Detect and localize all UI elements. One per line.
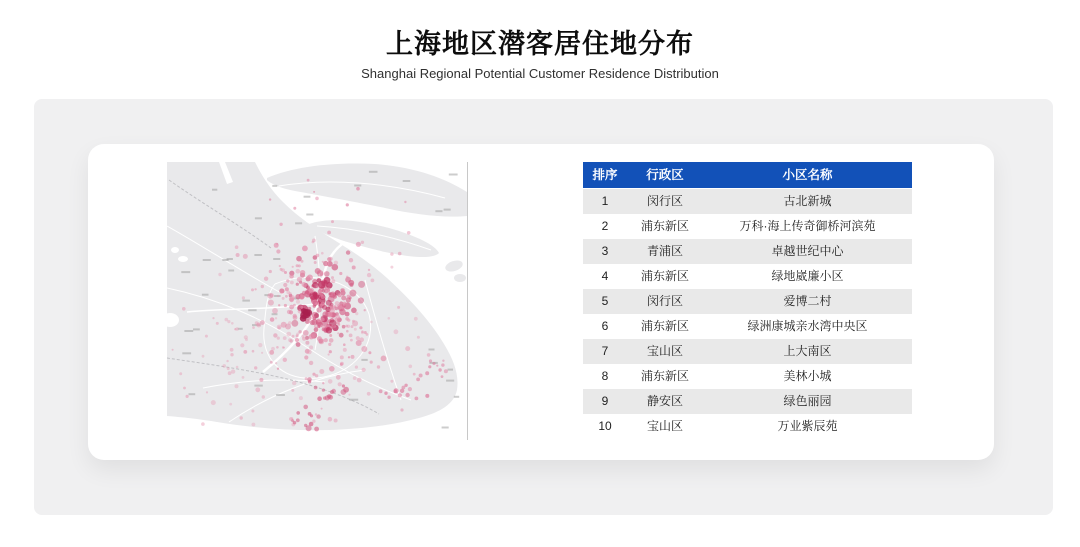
district-cell: 闵行区 [646,294,683,308]
district-cell: 浦东新区 [640,369,689,383]
page-subtitle: Shanghai Regional Potential Customer Residence Distribution [361,66,719,81]
community-name-cell: 万科·海上传奇御桥河滨苑 [739,219,876,233]
district-cell: 青浦区 [646,244,683,258]
district-cell: 闵行区 [646,194,683,208]
content-card [88,144,994,460]
rank-cell: 4 [601,269,609,283]
community-name-cell: 绿色丽园 [783,394,832,408]
table-row [583,389,912,414]
rank-cell: 10 [598,419,612,433]
table-row [583,189,912,214]
rank-cell: 8 [601,369,609,383]
title-block [0,22,1080,81]
column-header-community-name: 小区名称 [782,167,833,182]
page-title: 上海地区潜客居住地分布 [386,29,694,59]
district-cell: 浦东新区 [640,319,689,333]
community-name-cell: 万业紫辰苑 [777,419,838,433]
ranking-table [583,162,912,439]
district-cell: 浦东新区 [640,269,689,283]
community-name-cell: 绿地崴廉小区 [771,269,844,283]
district-cell: 宝山区 [646,419,683,433]
rank-cell: 5 [601,294,609,308]
community-name-cell: 上大南区 [783,344,832,358]
district-cell: 浦东新区 [640,219,689,233]
column-header-district: 行政区 [646,167,684,182]
map-panel [167,162,468,440]
rank-cell: 3 [601,244,609,258]
table-body [583,189,912,439]
community-name-cell: 古北新城 [783,194,832,208]
table-row [583,364,912,389]
rank-cell: 7 [601,344,609,358]
background-card [34,99,1053,515]
rank-cell: 9 [601,394,609,408]
table-header [583,162,912,188]
community-name-cell: 美林小城 [783,369,832,383]
column-header-rank: 排序 [592,167,618,182]
table-row [583,414,912,439]
table-row [583,239,912,264]
district-cell: 静安区 [646,394,683,408]
table-row [583,339,912,364]
rank-cell: 6 [601,319,609,333]
community-name-cell: 爱博二村 [783,294,832,308]
table-row [583,314,912,339]
community-name-cell: 卓越世纪中心 [771,244,844,258]
table-row [583,264,912,289]
rank-cell: 2 [601,219,609,233]
table-row [583,289,912,314]
community-name-cell: 绿洲康城亲水湾中央区 [747,319,868,333]
table-row [583,214,912,239]
rank-cell: 1 [601,194,609,208]
district-cell: 宝山区 [646,344,683,358]
shanghai-density-map [167,162,467,440]
